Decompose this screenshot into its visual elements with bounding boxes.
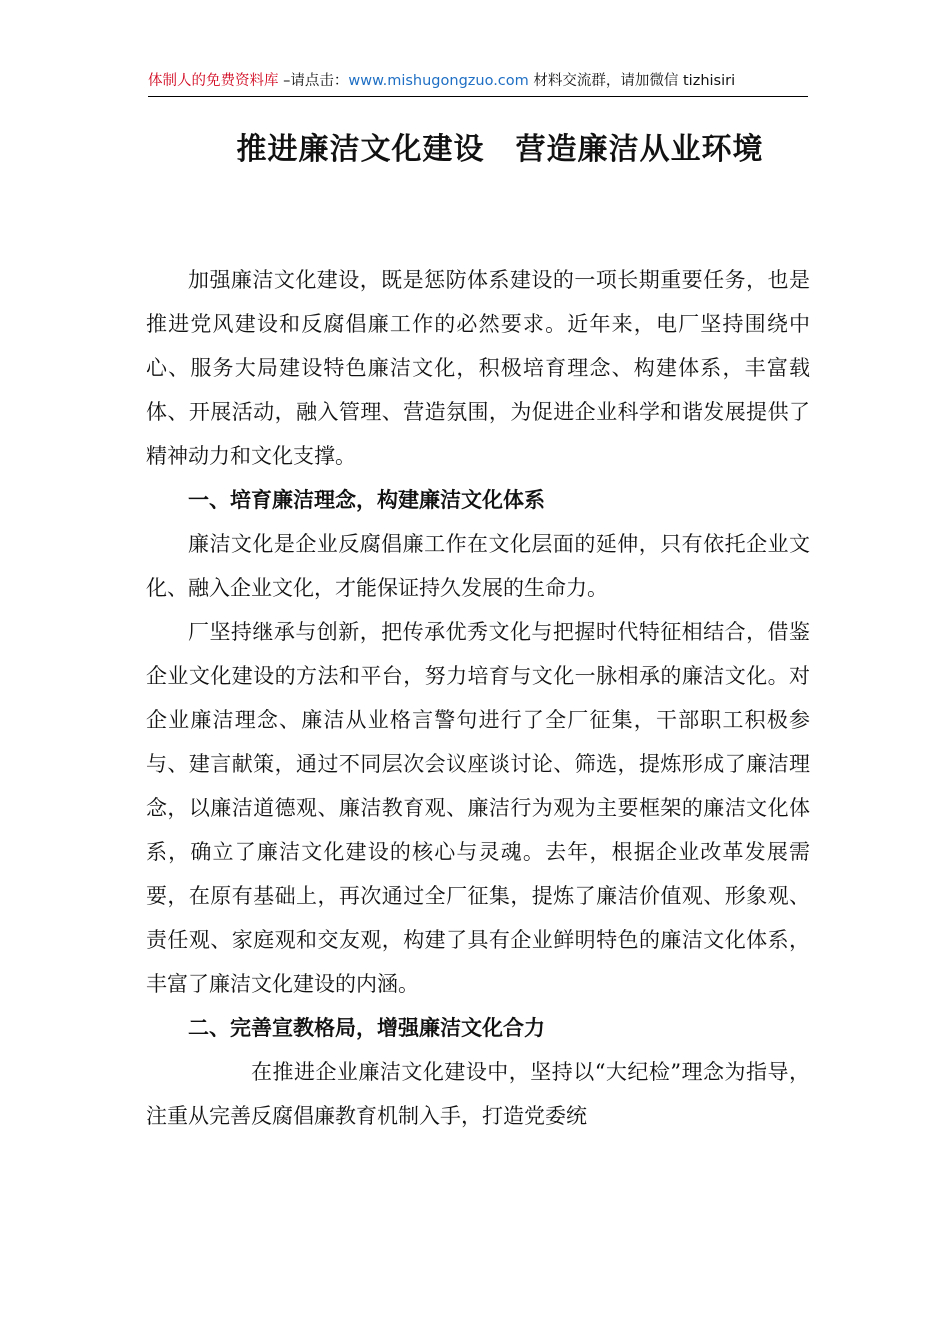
header-group-note: 材料交流群，请加微信 tizhisiri [528, 73, 736, 89]
header-site-name: 体制人的免费资料库 [148, 73, 279, 89]
section-1-paragraph-2: 厂坚持继承与创新，把传承优秀文化与把握时代特征相结合，借鉴企业文化建设的方法和平台，努力培育与文化一脉相承的廉洁文化。对企业廉洁理念、廉洁从业格言警句进行了全厂征集，干部职工积极参与、建言献策，通过不同层次会议座谈讨论、筛选，提炼形成了廉洁理念，以廉洁道德观、廉洁教育观、廉洁行为观为主要框架的廉洁文化体系，确立了廉洁文化建设的核心与灵魂。去年，根据企业改革发展需要，在原有基础上，再次通过全厂征集，提炼了廉洁价值观、形象观、责任观、家庭观和交友观，构建了具有企业鲜明特色的廉洁文化体系，丰富了廉洁文化建设的内涵。 [146, 620, 810, 996]
section-1-paragraph-1: 廉洁文化是企业反腐倡廉工作在文化层面的延伸，只有依托企业文化、融入企业文化，才能保证持久发展的生命力。 [146, 532, 810, 600]
section-1-heading: 一、培育廉洁理念，构建廉洁文化体系 [188, 488, 545, 512]
document-title: 推进廉洁文化建设 营造廉洁从业环境 [236, 132, 764, 167]
intro-paragraph: 加强廉洁文化建设，既是惩防体系建设的一项长期重要任务，也是推进党风建设和反腐倡廉工作的必然要求。近年来，电厂坚持围绕中心、服务大局建设特色廉洁文化，积极培育理念、构建体系，丰富载体、开展活动，融入管理、营造氛围，为促进企业科学和谐发展提供了精神动力和文化支撑。 [146, 268, 810, 468]
document-body [146, 258, 810, 1138]
header-banner [148, 70, 808, 97]
header-click-prompt: –请点击： [278, 73, 349, 89]
section-2-paragraph-1: 在推进企业廉洁文化建设中，坚持以“大纪检”理念为指导，注重从完善反腐倡廉教育机制入手，打造党委统 [146, 1060, 810, 1128]
header-url-link[interactable]: www.mishugongzuo.com [348, 73, 529, 89]
section-2-heading: 二、完善宣教格局，增强廉洁文化合力 [188, 1016, 545, 1040]
